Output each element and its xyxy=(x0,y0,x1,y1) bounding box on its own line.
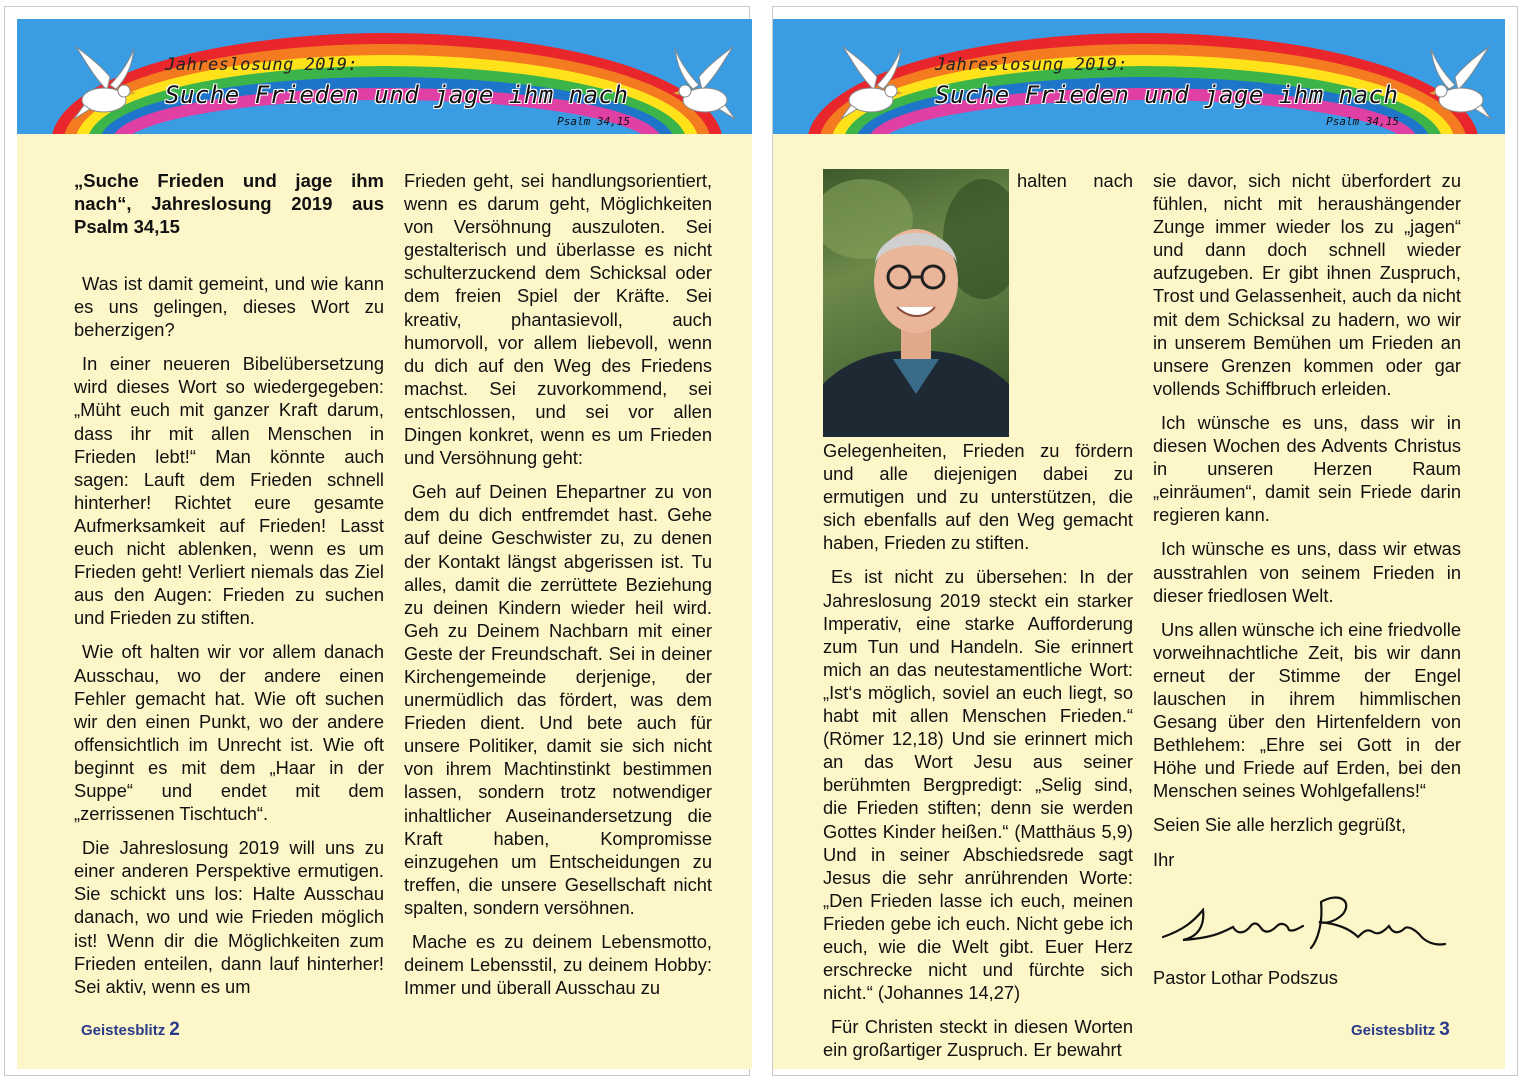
header-motto: Suche Frieden und jage ihm nach xyxy=(165,81,629,109)
article-heading: „Suche Frieden und jage ihm nach“, Jahreslosung 2019 aus Psalm 34,15 xyxy=(74,170,384,237)
paragraph: Ich wünsche es uns, dass wir in diesen Wochen des Advents Christus in unseren Herzen Raum „einräumen“, damit sein Friede darin regieren kann. xyxy=(1153,411,1461,526)
dove-icon xyxy=(1423,45,1493,125)
page-left xyxy=(4,6,750,1076)
text-column-2 xyxy=(1153,169,1461,1000)
page-footer xyxy=(81,1019,180,1041)
page-number: 3 xyxy=(1439,1019,1450,1040)
paragraph: Es ist nicht zu übersehen: In der Jahreslosung 2019 steckt ein starker Imperativ, eine starke Aufforderung zum Tun und Handeln. Sie erinnert mich an das neutestamentliche Wort: „Ist‘s möglich, soviel an euch liegt, so habt mit allen Menschen Frieden.“ (Römer 12,18) Und sie erinnert mich an das Wort Jesu aus seiner berühmten Bergpredigt: „Selig sind, die Frieden stiften; denn sie werden Gottes Kinder heißen.“ (Matthäus 5,9) Und in seiner Abschiedsrede sagt Jesus die sehr anrührenden Worte: „Den Frieden lasse ich euch, meinen Frieden gebe ich euch. Nicht gebe ich euch, wie die Welt gibt. Euer Herz erschrecke nicht und fürchte sich nicht.“ (Johannes 14,27) xyxy=(823,566,1133,1004)
paragraph: Wie oft halten wir vor allem danach Ausschau, wo der andere einen Fehler gemacht hat. Wie oft suchen wir den einen Punkt, wo der andere offensichtlich im Unrecht ist. Wie oft beginnt es mit dem „Haar in der Suppe“ und endet mit dem „zerrissenen Tischtuch“. xyxy=(74,641,384,825)
footer-publication: Geistesblitz xyxy=(1351,1022,1436,1039)
author-portrait-photo xyxy=(823,169,1009,437)
paragraph: Ich wünsche es uns, dass wir etwas ausstrahlen von seinem Frieden in dieser friedlosen Welt. xyxy=(1153,538,1461,606)
paragraph: Die Jahreslosung 2019 will uns zu einer anderen Perspektive ermutigen. Sie schickt uns los: Halte Ausschau danach, wo und wie Frieden möglich ist! Wenn dir die Möglichkeiten zum Frieden enteilen, dann lauf hinterher! Sei aktiv, wenn es um xyxy=(74,837,384,997)
page-content xyxy=(773,19,1505,1069)
closing: Ihr xyxy=(1153,848,1175,870)
handwritten-signature xyxy=(1153,882,1453,962)
paragraph: halten nach Gelegenheiten, Frieden zu fördern und alle diejenigen dabei zu ermutigen und zu unterstützen, die sich ebenfalls auf den Weg gemacht haben, Frieden zu stiften. xyxy=(823,170,1133,554)
footer-publication: Geistesblitz xyxy=(81,1022,166,1039)
text-column-1 xyxy=(823,169,1133,1072)
page-content xyxy=(17,19,752,1069)
dove-icon xyxy=(839,45,909,125)
paragraph: In einer neueren Bibelübersetzung wird dieses Wort so wiedergegeben: „Müht euch mit ganzer Kraft darum, dass ihr mit allen Menschen in Frieden lebt!“ Man könnte auch sagen: Lauft dem Frieden schnell hinterher! Richtet eure gesamte Aufmerksamkeit auf Frieden! Lasst euch nicht ablenken, wenn es um Frieden geht! Verliert niemals das Ziel aus den Augen: Frieden zu suchen und Frieden zu stiften. xyxy=(74,353,384,629)
header-banner xyxy=(773,19,1505,134)
text-column-1 xyxy=(74,169,384,1009)
page-right xyxy=(772,6,1518,1076)
paragraph: Mache es zu deinem Lebensmotto, deinem Lebensstil, zu deinem Hobby: Immer und überall Ausschau zu xyxy=(404,931,712,999)
dove-icon xyxy=(72,45,142,125)
header-psalm-ref: Psalm 34,15 xyxy=(1326,115,1399,128)
dove-icon xyxy=(667,45,737,125)
header-motto: Suche Frieden und jage ihm nach xyxy=(935,81,1399,109)
paragraph: Was ist damit gemeint, und wie kann es uns gelingen, dieses Wort zu beherzigen? xyxy=(74,273,384,341)
header-psalm-ref: Psalm 34,15 xyxy=(557,115,630,128)
paragraph: Geh auf Deinen Ehepartner zu von dem du dich entfremdet hast. Gehe auf deine Geschwister zu, zu denen der Kontakt längst abgerissen ist. Tu alles, damit die zerrüttete Beziehung zu deinen Kindern wieder heil wird. Geh zu Deinem Nachbarn mit einer Geste der Freundschaft. Sei in deiner Kirchengemeinde derjenige, der unermüdlich das fördert, was dem Frieden dient. Und bete auch für unsere Politiker, damit sie sich nicht von ihrem Machtinstinkt bestimmen lassen, sondern trotz notwendiger inhaltlicher Auseinandersetzung die Kraft haben, Kompromisse einzugehen um Entscheidungen zu treffen, die unsere Gesellschaft nicht spalten, sondern versöhnen. xyxy=(404,481,712,918)
page-number: 2 xyxy=(169,1019,180,1040)
greeting: Seien Sie alle herzlich gegrüßt, xyxy=(1153,814,1407,836)
page-footer xyxy=(1351,1019,1450,1041)
header-banner xyxy=(17,19,752,134)
paragraph: Uns allen wünsche ich eine friedvolle vorweihnachtliche Zeit, bis wir dann erneut der Stimme der Engel lauschen in ihrem himmlischen Gesang über den Hirtenfeldern von Bethlehem: „Ehre sei Gott in der Höhe und Friede auf Erden, bei den Menschen seines Wohlgefallens!“ xyxy=(1153,618,1461,802)
paragraph: Frieden geht, sei handlungsorientiert, wenn es darum geht, Möglichkeiten von Versöhnung auszuloten. Sei gestalterisch und überlasse es nicht schulterzuckend dem Schicksal oder dem freien Spiel der Kräfte. Sei kreativ, phantasievoll, auch humorvoll, vor allem liebevoll, wenn du dich auf den Weg des Friedens machst. Sei zuvorkommend, sei entschlossen, und sei vor allen Dingen konkret, wenn es um Frieden und Versöhnung geht: xyxy=(404,170,712,469)
author-name: Pastor Lothar Podszus xyxy=(1153,966,1338,988)
paragraph: sie davor, sich nicht überfordert zu fühlen, nicht mit heraushängender Zunge immer wieder los zu „jagen“ und dann doch schnell wieder aufzugeben. Er gibt ihnen Zuspruch, Trost und Gelassenheit, auch da nicht mit dem Schicksal zu hadern, wo wir in unserem Bemühen um Frieden an unsere Grenzen kommen oder gar vollends Schiffbruch erleiden. xyxy=(1153,170,1461,399)
text-column-2 xyxy=(404,169,712,1010)
header-year-title: Jahreslosung 2019: xyxy=(935,55,1129,75)
paragraph: Für Christen steckt in diesen Worten ein großartiger Zuspruch. Er bewahrt xyxy=(823,1016,1133,1061)
header-year-title: Jahreslosung 2019: xyxy=(165,55,359,75)
